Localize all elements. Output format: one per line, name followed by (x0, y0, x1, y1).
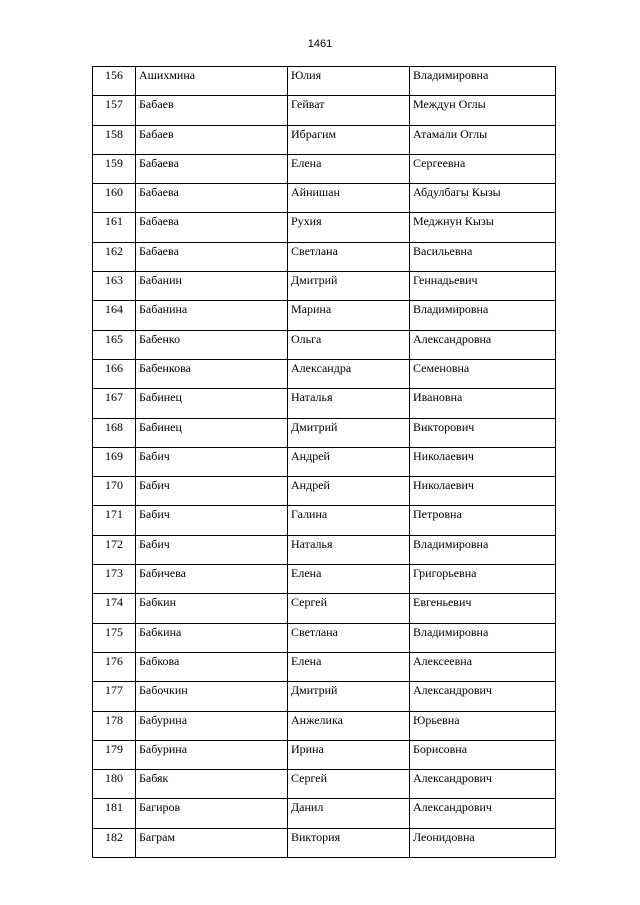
row-number-cell: 156 (93, 67, 136, 96)
patronymic-cell: Юрьевна (410, 711, 556, 740)
last-name-cell: Баграм (136, 828, 288, 857)
last-name-cell: Бабаев (136, 125, 288, 154)
first-name-cell: Виктория (288, 828, 410, 857)
last-name-cell: Бабурина (136, 711, 288, 740)
last-name-cell: Бабичева (136, 565, 288, 594)
table-row (93, 711, 556, 740)
first-name-cell: Сергей (288, 594, 410, 623)
row-number-cell: 170 (93, 477, 136, 506)
row-number-cell: 166 (93, 359, 136, 388)
table-row (93, 67, 556, 96)
first-name-cell: Сергей (288, 770, 410, 799)
patronymic-cell: Владимировна (410, 535, 556, 564)
patronymic-cell: Леонидовна (410, 828, 556, 857)
patronymic-cell: Владимировна (410, 301, 556, 330)
first-name-cell: Галина (288, 506, 410, 535)
first-name-cell: Светлана (288, 623, 410, 652)
row-number-cell: 168 (93, 418, 136, 447)
row-number-cell: 161 (93, 213, 136, 242)
row-number-cell: 178 (93, 711, 136, 740)
last-name-cell: Бабанин (136, 272, 288, 301)
table-row (93, 154, 556, 183)
first-name-cell: Наталья (288, 535, 410, 564)
last-name-cell: Бабкова (136, 652, 288, 681)
last-name-cell: Багиров (136, 799, 288, 828)
table-row (93, 389, 556, 418)
first-name-cell: Марина (288, 301, 410, 330)
table-row (93, 682, 556, 711)
patronymic-cell: Атамали Оглы (410, 125, 556, 154)
roster-table-body (93, 67, 556, 858)
table-row (93, 96, 556, 125)
last-name-cell: Бабаева (136, 184, 288, 213)
last-name-cell: Бабаева (136, 242, 288, 271)
first-name-cell: Александра (288, 359, 410, 388)
last-name-cell: Ашихмина (136, 67, 288, 96)
table-row (93, 213, 556, 242)
row-number-cell: 162 (93, 242, 136, 271)
table-row (93, 565, 556, 594)
table-row (93, 330, 556, 359)
page-number: 1461 (307, 38, 333, 50)
patronymic-cell: Александрович (410, 682, 556, 711)
last-name-cell: Бабинец (136, 418, 288, 447)
table-row (93, 623, 556, 652)
last-name-cell: Бабич (136, 447, 288, 476)
row-number-cell: 157 (93, 96, 136, 125)
row-number-cell: 165 (93, 330, 136, 359)
first-name-cell: Дмитрий (288, 272, 410, 301)
patronymic-cell: Меджнун Кызы (410, 213, 556, 242)
row-number-cell: 172 (93, 535, 136, 564)
last-name-cell: Бабаев (136, 96, 288, 125)
last-name-cell: Бабкина (136, 623, 288, 652)
first-name-cell: Елена (288, 652, 410, 681)
row-number-cell: 171 (93, 506, 136, 535)
patronymic-cell: Геннадьевич (410, 272, 556, 301)
row-number-cell: 169 (93, 447, 136, 476)
patronymic-cell: Петровна (410, 506, 556, 535)
patronymic-cell: Борисовна (410, 740, 556, 769)
first-name-cell: Анжелика (288, 711, 410, 740)
first-name-cell: Наталья (288, 389, 410, 418)
last-name-cell: Бабенкова (136, 359, 288, 388)
table-row (93, 652, 556, 681)
patronymic-cell: Григорьевна (410, 565, 556, 594)
patronymic-cell: Междун Оглы (410, 96, 556, 125)
patronymic-cell: Абдулбагы Кызы (410, 184, 556, 213)
table-row (93, 359, 556, 388)
row-number-cell: 160 (93, 184, 136, 213)
last-name-cell: Бабинец (136, 389, 288, 418)
first-name-cell: Рухия (288, 213, 410, 242)
table-row (93, 477, 556, 506)
patronymic-cell: Евгеньевич (410, 594, 556, 623)
table-row (93, 301, 556, 330)
table-row (93, 272, 556, 301)
table-row (93, 740, 556, 769)
table-row (93, 770, 556, 799)
row-number-cell: 173 (93, 565, 136, 594)
patronymic-cell: Семеновна (410, 359, 556, 388)
row-number-cell: 177 (93, 682, 136, 711)
row-number-cell: 159 (93, 154, 136, 183)
row-number-cell: 167 (93, 389, 136, 418)
last-name-cell: Бабич (136, 535, 288, 564)
first-name-cell: Елена (288, 154, 410, 183)
first-name-cell: Светлана (288, 242, 410, 271)
first-name-cell: Андрей (288, 477, 410, 506)
patronymic-cell: Васильевна (410, 242, 556, 271)
last-name-cell: Бабкин (136, 594, 288, 623)
row-number-cell: 175 (93, 623, 136, 652)
last-name-cell: Бабенко (136, 330, 288, 359)
first-name-cell: Ольга (288, 330, 410, 359)
patronymic-cell: Владимировна (410, 623, 556, 652)
table-row (93, 418, 556, 447)
last-name-cell: Бабаева (136, 213, 288, 242)
table-row (93, 506, 556, 535)
table-row (93, 594, 556, 623)
table-row (93, 242, 556, 271)
row-number-cell: 181 (93, 799, 136, 828)
patronymic-cell: Алексеевна (410, 652, 556, 681)
first-name-cell: Юлия (288, 67, 410, 96)
first-name-cell: Ирина (288, 740, 410, 769)
row-number-cell: 180 (93, 770, 136, 799)
table-row (93, 799, 556, 828)
patronymic-cell: Ивановна (410, 389, 556, 418)
roster-table (92, 66, 556, 858)
last-name-cell: Бабочкин (136, 682, 288, 711)
patronymic-cell: Николаевич (410, 447, 556, 476)
row-number-cell: 158 (93, 125, 136, 154)
last-name-cell: Бабурина (136, 740, 288, 769)
table-row (93, 535, 556, 564)
first-name-cell: Данил (288, 799, 410, 828)
row-number-cell: 176 (93, 652, 136, 681)
last-name-cell: Бабяк (136, 770, 288, 799)
last-name-cell: Бабич (136, 477, 288, 506)
row-number-cell: 182 (93, 828, 136, 857)
row-number-cell: 174 (93, 594, 136, 623)
patronymic-cell: Александрович (410, 799, 556, 828)
patronymic-cell: Николаевич (410, 477, 556, 506)
first-name-cell: Гейват (288, 96, 410, 125)
first-name-cell: Дмитрий (288, 418, 410, 447)
first-name-cell: Елена (288, 565, 410, 594)
patronymic-cell: Сергеевна (410, 154, 556, 183)
patronymic-cell: Александровна (410, 330, 556, 359)
table-row (93, 828, 556, 857)
row-number-cell: 163 (93, 272, 136, 301)
row-number-cell: 179 (93, 740, 136, 769)
first-name-cell: Дмитрий (288, 682, 410, 711)
first-name-cell: Айнишан (288, 184, 410, 213)
table-row (93, 447, 556, 476)
patronymic-cell: Александрович (410, 770, 556, 799)
last-name-cell: Бабаева (136, 154, 288, 183)
patronymic-cell: Владимировна (410, 67, 556, 96)
first-name-cell: Ибрагим (288, 125, 410, 154)
first-name-cell: Андрей (288, 447, 410, 476)
table-row (93, 184, 556, 213)
row-number-cell: 164 (93, 301, 136, 330)
last-name-cell: Бабанина (136, 301, 288, 330)
last-name-cell: Бабич (136, 506, 288, 535)
patronymic-cell: Викторович (410, 418, 556, 447)
table-row (93, 125, 556, 154)
